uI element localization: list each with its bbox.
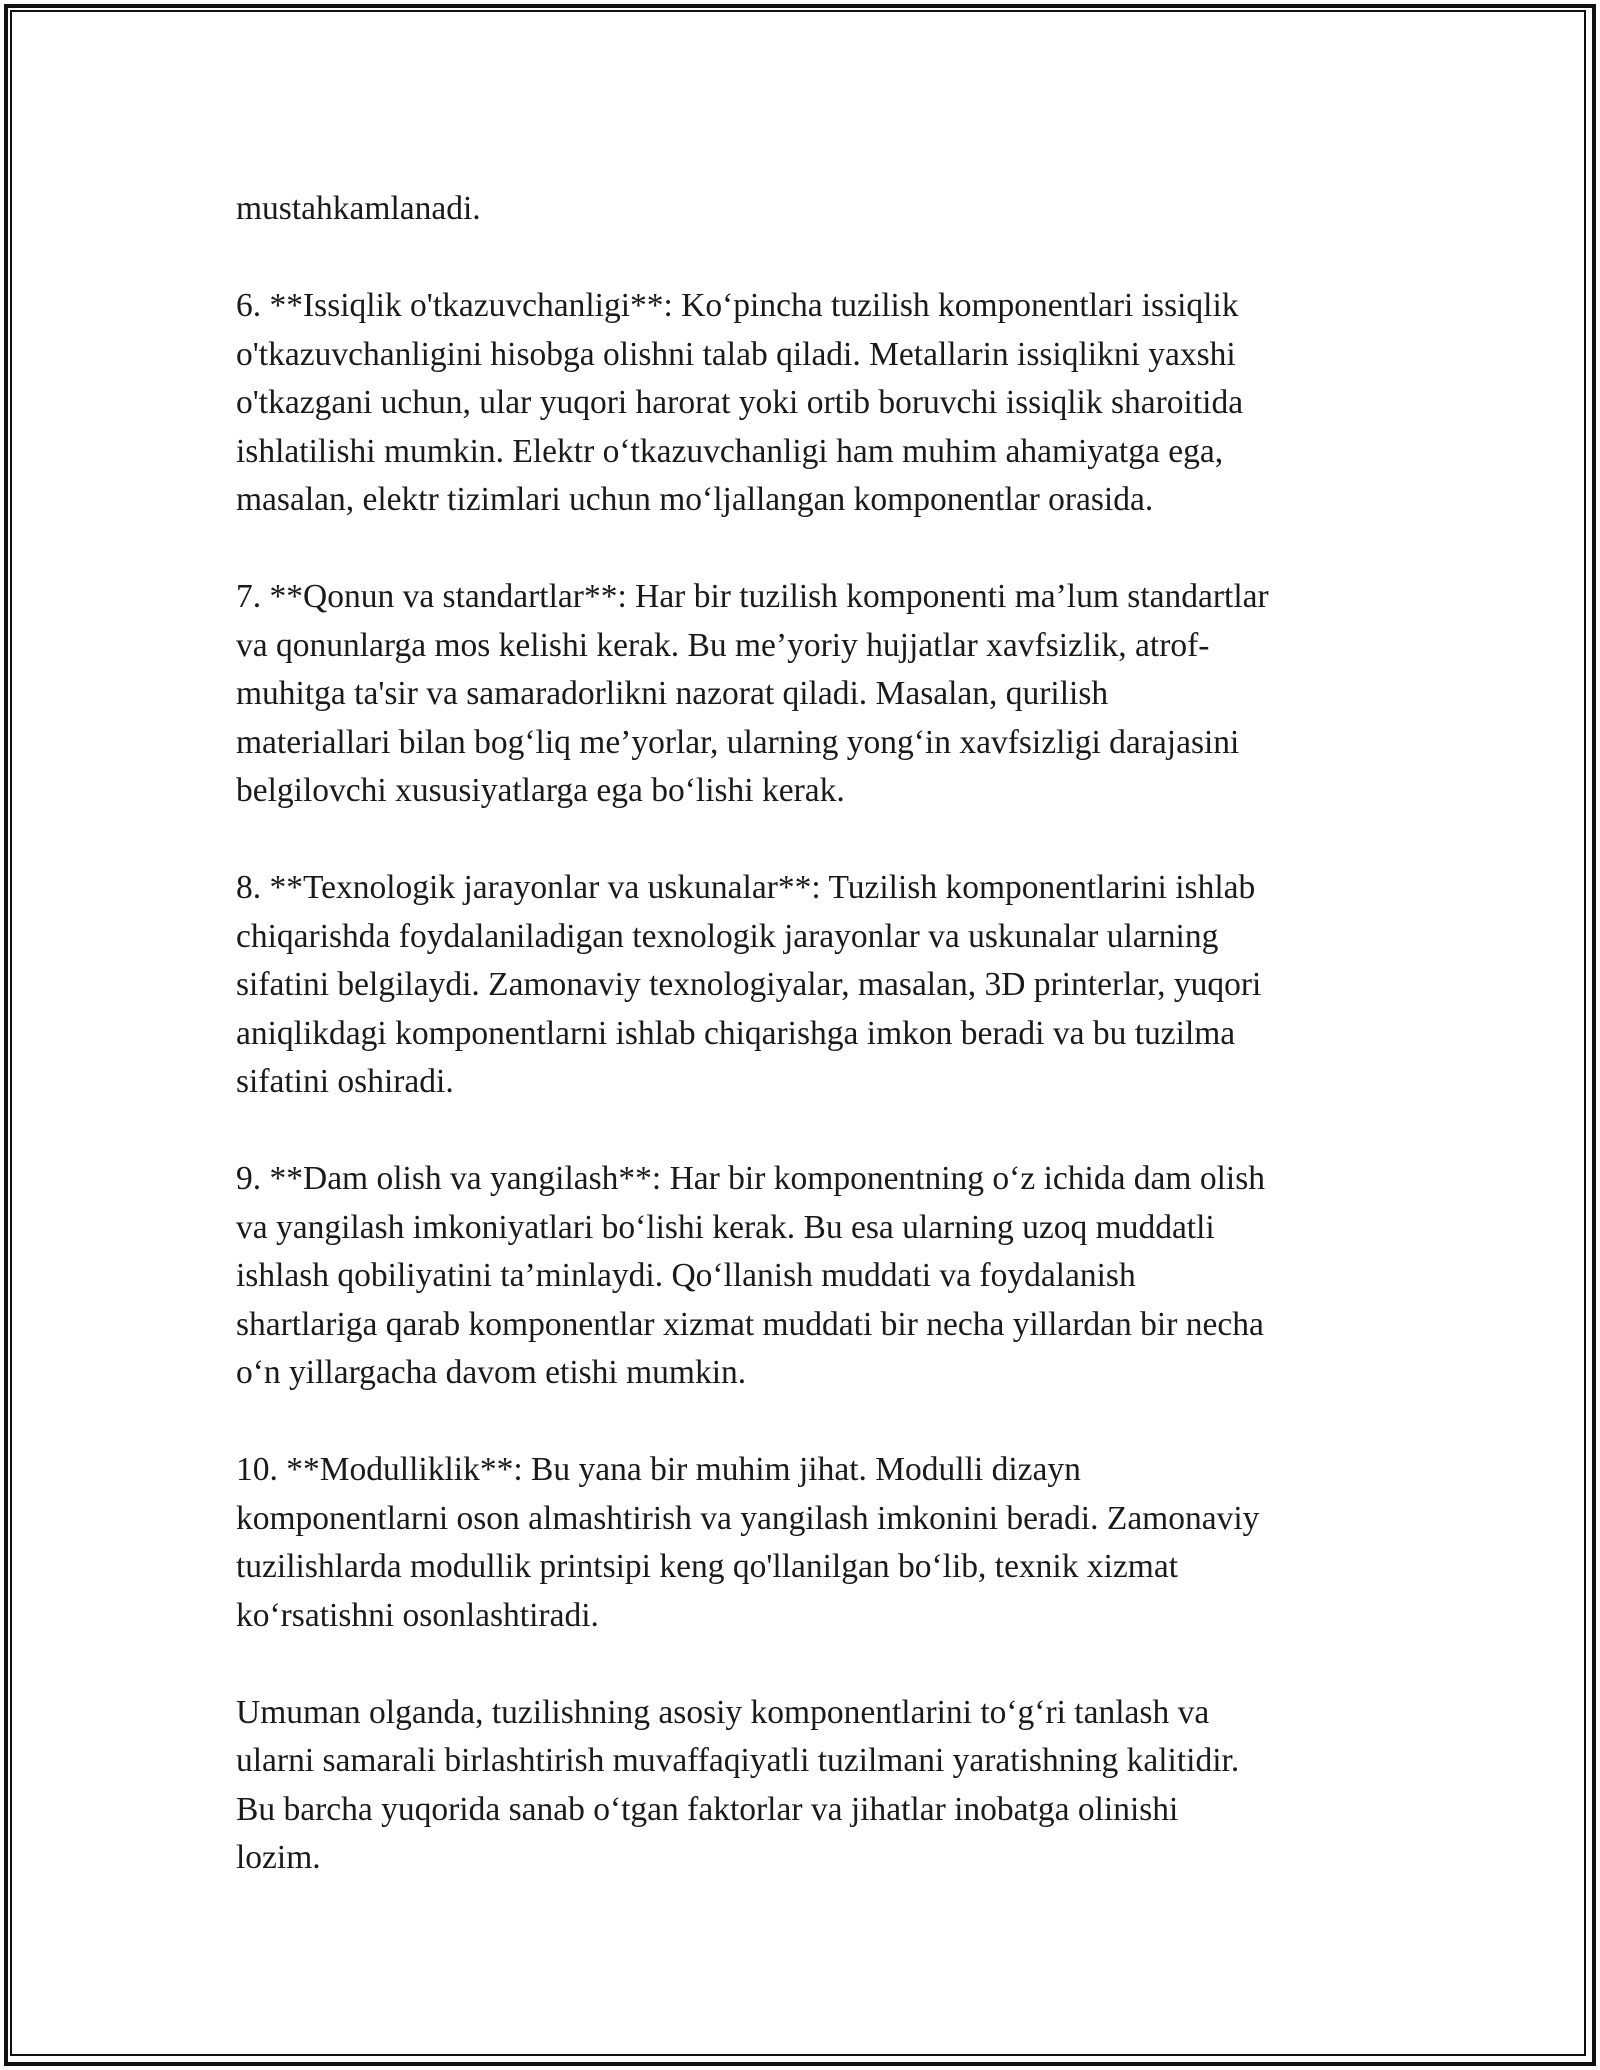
text-line: ishlash qobiliyatini ta’minlaydi. Qoʻllanish muddati va foydalanish	[236, 1257, 1136, 1294]
text-line: lozim.	[236, 1839, 321, 1876]
text-line: va qonunlarga mos kelishi kerak. Bu me’yoriy hujjatlar xavfsizlik, atrof-	[236, 626, 1210, 664]
text-line: 9. **Dam olish va yangilash**: Har bir komponentning oʻz ichida dam olish	[236, 1160, 1266, 1197]
paragraph-laws-standards	[236, 573, 1381, 816]
text-line: muhitga ta'sir va samaradorlikni nazorat qiladi. Masalan, qurilish	[236, 675, 1109, 712]
text-line: 10. **Modulliklik**: Bu yana bir muhim jihat. Modulli dizayn	[236, 1451, 1081, 1488]
paragraph-continuation	[236, 185, 1381, 234]
paragraph-rest-renewal	[236, 1155, 1381, 1398]
text-line: materiallari bilan bogʻliq me’yorlar, ularning yongʻin xavfsizligi darajasini	[236, 723, 1240, 761]
paragraph-modularity	[236, 1446, 1381, 1640]
text-line: chiqarishda foydalaniladigan texnologik jarayonlar va uskunalar ularning	[236, 917, 1219, 955]
text-line: sifatini oshiradi.	[236, 1063, 454, 1100]
text-line: shartlariga qarab komponentlar xizmat muddati bir necha yillardan bir necha	[236, 1305, 1264, 1343]
text-line: komponentlarni oson almashtirish va yangilash imkonini beradi. Zamonaviy	[236, 1499, 1260, 1537]
text-line: 7. **Qonun va standartlar**: Har bir tuzilish komponenti ma’lum standartlar	[236, 578, 1269, 615]
text-line: ishlatilishi mumkin. Elektr oʻtkazuvchanligi ham muhim ahamiyatga ega,	[236, 432, 1224, 470]
text-line: ularni samarali birlashtirish muvaffaqiyatli tuzilmani yaratishning kalitidir.	[236, 1742, 1240, 1779]
text-line: masalan, elektr tizimlari uchun moʻljallangan komponentlar orasida.	[236, 481, 1154, 518]
text-line: Bu barcha yuqorida sanab oʻtgan faktorlar va jihatlar inobatga olinishi	[236, 1790, 1179, 1828]
text-line: koʻrsatishni osonlashtiradi.	[236, 1596, 599, 1634]
text-line: o'tkazuvchanligini hisobga olishni talab qiladi. Metallarin issiqlikni yaxshi	[236, 335, 1236, 373]
text-line: va yangilash imkoniyatlari boʻlishi kerak. Bu esa ularning uzoq muddatli	[236, 1208, 1215, 1246]
text-line: 8. **Texnologik jarayonlar va uskunalar**: Tuzilish komponentlarini ishlab	[236, 869, 1256, 906]
text-line: o'tkazgani uchun, ular yuqori harorat yoki ortib boruvchi issiqlik sharoitida	[236, 384, 1244, 421]
paragraph-technological-processes	[236, 864, 1381, 1107]
text-line: Umuman olganda, tuzilishning asosiy komponentlarini toʻgʻri tanlash va	[236, 1693, 1210, 1731]
text-line: sifatini belgilaydi. Zamonaviy texnologiyalar, masalan, 3D printerlar, yuqori	[236, 966, 1262, 1003]
document-body	[236, 185, 1381, 1883]
text-line: oʻn yillargacha davom etishi mumkin.	[236, 1354, 747, 1391]
paragraph-conclusion	[236, 1689, 1381, 1883]
paragraph-thermal-conductivity	[236, 282, 1381, 525]
text-line: belgilovchi xususiyatlarga ega boʻlishi kerak.	[236, 772, 845, 809]
text-line: aniqlikdagi komponentlarni ishlab chiqarishga imkon beradi va bu tuzilma	[236, 1014, 1236, 1052]
text-line: 6. **Issiqlik o'tkazuvchanligi**: Koʻpincha tuzilish komponentlari issiqlik	[236, 287, 1239, 324]
text-line: tuzilishlarda modullik printsipi keng qo'llanilgan boʻlib, texnik xizmat	[236, 1548, 1179, 1585]
text-line: mustahkamlanadi.	[236, 190, 481, 227]
